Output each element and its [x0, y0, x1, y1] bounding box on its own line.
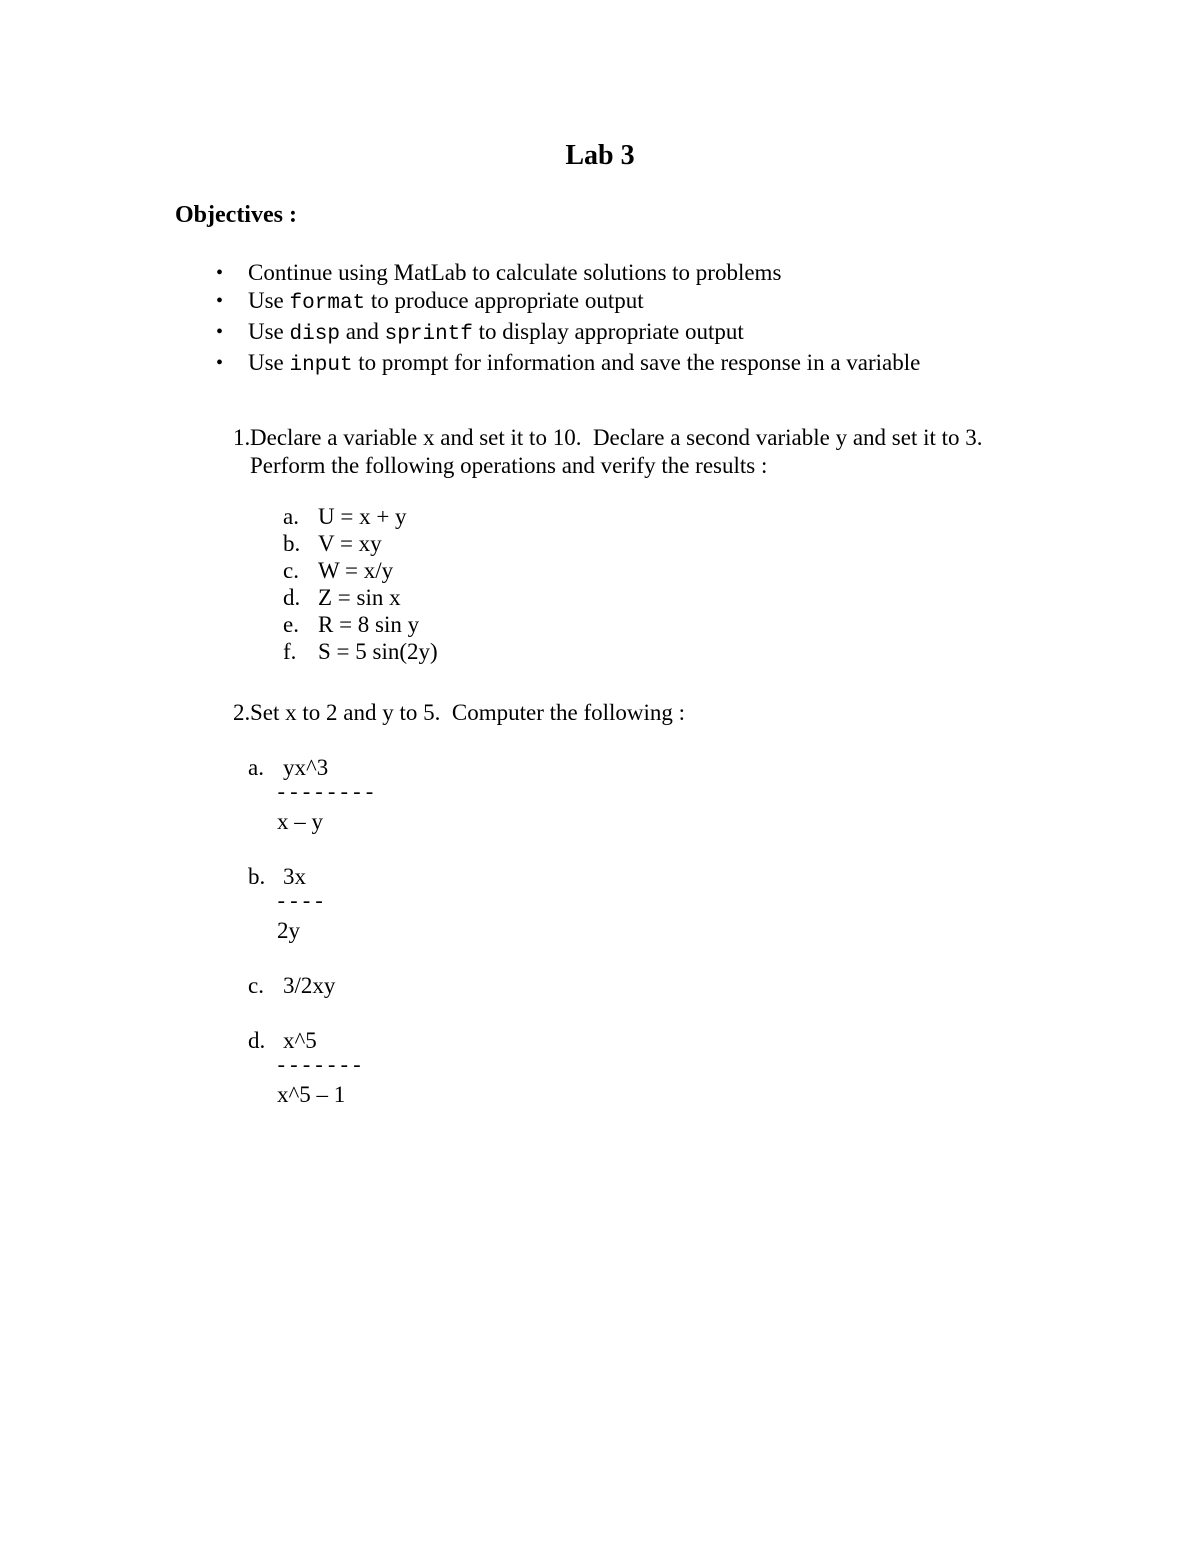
item-label: b. [248, 864, 266, 889]
equation-item [283, 638, 438, 665]
fraction-item [248, 1027, 376, 1108]
equation-item [283, 584, 438, 611]
objective-item [216, 259, 920, 287]
fraction [275, 863, 376, 944]
denominator: x – y [277, 809, 323, 834]
fraction-item [248, 863, 376, 944]
fraction [275, 1027, 376, 1108]
equation-item [283, 503, 438, 530]
numerator: 3x [283, 864, 306, 889]
problem-number: 1. [233, 425, 251, 450]
equation-text: V = xy [318, 531, 382, 556]
equation-text: U = x + y [318, 504, 407, 529]
fraction-item [248, 754, 376, 835]
equation-text: R = 8 sin y [318, 612, 420, 637]
item-label: c. [248, 973, 264, 998]
equation-text: S = 5 sin(2y) [318, 639, 438, 664]
objective-text: and [339, 319, 385, 344]
item-label: a. [283, 504, 299, 529]
bullet-icon: • [216, 352, 224, 374]
code-term: format [289, 292, 366, 315]
item-label: d. [248, 1028, 266, 1053]
equation-text: W = x/y [318, 558, 394, 583]
item-label: d. [283, 585, 301, 610]
problem-text-line: Set x to 2 and y to 5. Computer the following : [250, 700, 686, 725]
bullet-icon: • [216, 321, 224, 343]
fraction-bar: -------- [275, 783, 376, 806]
numerator: x^5 [283, 1028, 317, 1053]
bullet-icon: • [216, 262, 224, 284]
code-term: sprintf [384, 323, 473, 346]
expression [283, 972, 376, 999]
problem-2 [233, 699, 1053, 727]
page-title: Lab 3 [565, 140, 635, 171]
objective-text: Use [248, 350, 290, 375]
item-label: b. [283, 531, 301, 556]
objective-item [216, 287, 920, 318]
objective-text: to display appropriate output [472, 319, 744, 344]
fraction-bar: ------- [275, 1056, 364, 1079]
problem-1-equation-list [283, 503, 438, 665]
problem-2-expression-list [248, 754, 376, 1136]
bullet-icon: • [216, 290, 224, 312]
item-label: a. [248, 755, 264, 780]
objective-text: to prompt for information and save the response in a variable [352, 350, 921, 375]
item-label: f. [283, 639, 297, 664]
denominator: 2y [277, 918, 300, 943]
expression-item [248, 972, 376, 999]
expression-text: 3/2xy [283, 973, 336, 998]
objective-text: Use [248, 319, 290, 344]
objectives-list [216, 259, 921, 380]
problem-number: 2. [233, 700, 251, 725]
objective-item [216, 318, 920, 349]
code-term: disp [289, 323, 340, 346]
equation-item [283, 611, 438, 638]
objective-text: Continue using MatLab to calculate solutions to problems [248, 260, 782, 285]
fraction-bar: ---- [275, 892, 326, 915]
fraction [275, 754, 376, 835]
item-label: c. [283, 558, 299, 583]
objective-item [216, 349, 921, 380]
code-term: input [289, 354, 353, 377]
equation-text: Z = sin x [318, 585, 401, 610]
denominator: x^5 – 1 [277, 1082, 346, 1107]
problem-text-line: Perform the following operations and verify the results : [250, 453, 768, 478]
objective-text: Use [248, 288, 290, 313]
equation-item [283, 557, 438, 584]
objective-text: to produce appropriate output [365, 288, 644, 313]
objectives-heading: Objectives : [175, 202, 297, 228]
item-label: e. [283, 612, 299, 637]
problem-1 [233, 424, 1053, 480]
numerator: yx^3 [283, 755, 329, 780]
problem-text-line: Declare a variable x and set it to 10. Declare a second variable y and set it to 3. [250, 425, 983, 450]
equation-item [283, 530, 438, 557]
